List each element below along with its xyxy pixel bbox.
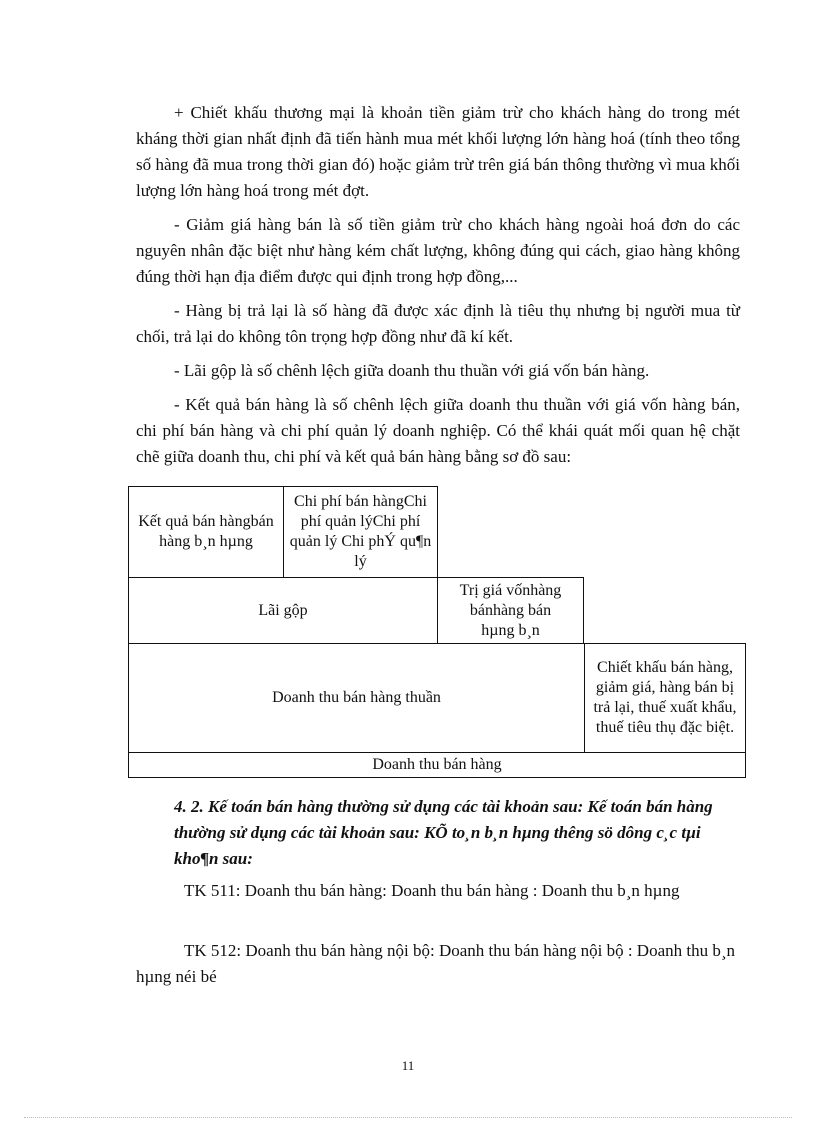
paragraph-giam-gia: - Giảm giá hàng bán là số tiền giảm trừ cho khách hàng ngoài hoá đơn do các nguyên nhân đặc biệt như hàng kém chất lượng, không đúng qui cách, giao hàng không đúng thời hạn địa điểm được qui định trong hợp đồng,... (136, 215, 740, 286)
paragraph-chiet-khau: + Chiết khấu thương mại là khoản tiền giảm trừ cho khách hàng do trong mét kháng thời gian nhất định đã tiến hành mua mét khối lượng lớn hàng hoá (tính theo tổng số hàng đã mua trong thời gian đó) hoặc giảm trừ trên giá bán thông thường vì mua khối lượng lớn hàng hoá trong mét đợt. (136, 103, 740, 200)
diagram-tri-gia-von-cell: Trị giá vốnhàng bánhàng bán hµng b¸n (437, 577, 584, 644)
paragraph-hang-tra-lai: - Hàng bị trả lại là số hàng đã được xác định là tiêu thụ nhưng bị người mua từ chối, trả lại do không tôn trọng hợp đồng như đã kí kết. (136, 301, 740, 346)
diagram-ket-qua-cell: Kết quả bán hàngbán hàng b¸n hµng (128, 486, 284, 578)
account-tk512: TK 512: Doanh thu bán hàng nội bộ: Doanh thu bán hàng nội bộ : Doanh thu b¸n hµng néi bé (136, 941, 736, 986)
diagram-lai-gop-cell: Lãi gộp (128, 577, 438, 644)
paragraph-lai-gop: - Lãi gộp là số chênh lệch giữa doanh thu thuần với giá vốn bán hàng. (174, 361, 650, 380)
diagram-chiet-khau-cell: Chiết khấu bán hàng, giảm giá, hàng bán bị trả lại, thuế xuất khẩu, thuế tiêu thụ đặc biệt. (584, 643, 746, 753)
diagram-chi-phi-cell: Chi phí bán hàngChi phí quản lýChi phí quản lý Chi phÝ qu¶n lý (283, 486, 438, 578)
account-tk511: TK 511: Doanh thu bán hàng: Doanh thu bán hàng : Doanh thu b¸n hµng (184, 881, 680, 900)
paragraph-ket-qua: - Kết quả bán hàng là số chênh lệch giữa doanh thu thuần với giá vốn hàng bán, chi phí bán hàng và chi phí quản lý doanh nghiệp. Có thể khái quát mối quan hệ chặt chẽ giữa doanh thu, chi phí và kết quả bán hàng bằng sơ đồ sau: (136, 395, 740, 466)
diagram-doanh-thu-thuan-cell: Doanh thu bán hàng thuần (128, 643, 585, 753)
page-bottom-divider (24, 1117, 792, 1118)
section-heading-4-2: 4. 2. Kế toán bán hàng thường sử dụng các tài khoản sau: Kế toán bán hàng thường sử dụng các tài khoản sau: KÕ to¸n b¸n hµng thêng sö dông c¸c tµi kho¶n sau: (174, 797, 713, 868)
diagram-doanh-thu-cell: Doanh thu bán hàng (128, 752, 746, 778)
page-number: 11 (401, 1058, 415, 1073)
